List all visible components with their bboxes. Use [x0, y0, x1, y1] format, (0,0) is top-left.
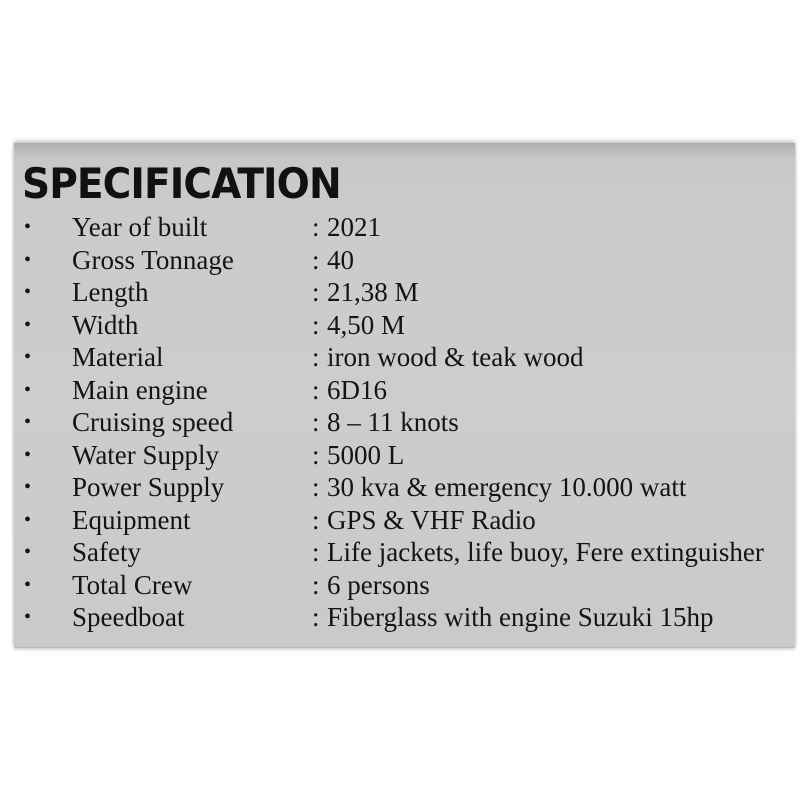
- spec-row: [14, 374, 795, 407]
- spec-separator: :: [312, 537, 320, 567]
- spec-value: 40: [327, 244, 354, 275]
- bullet-icon: •: [24, 573, 32, 596]
- spec-separator: :: [312, 374, 320, 405]
- spec-label: Length: [72, 277, 149, 307]
- spec-label: Gross Tonnage: [72, 244, 234, 275]
- spec-separator: :: [312, 309, 320, 340]
- spec-value: 6 persons: [327, 569, 430, 600]
- spec-value: 2021: [327, 212, 381, 242]
- spec-value: Fiberglass with engine Suzuki 15hp: [327, 602, 714, 632]
- spec-label: Cruising speed: [72, 407, 234, 437]
- bullet-icon: •: [24, 313, 32, 336]
- spec-separator: :: [312, 472, 320, 502]
- spec-row: [14, 439, 795, 472]
- panel-top-shadow: [14, 143, 795, 157]
- bullet-icon: •: [24, 541, 32, 563]
- spec-label: Material: [72, 342, 164, 372]
- spec-row: [14, 569, 795, 602]
- spec-label: Power Supply: [72, 472, 225, 502]
- spec-value: 6D16: [327, 374, 387, 405]
- spec-value: 21,38 M: [327, 277, 419, 307]
- spec-label: Total Crew: [72, 569, 193, 600]
- spec-row: [14, 341, 795, 374]
- bullet-icon: •: [24, 476, 32, 498]
- spec-row: [14, 276, 795, 309]
- specification-list: [14, 211, 795, 634]
- spec-label: Safety: [72, 537, 141, 567]
- spec-value: iron wood & teak wood: [327, 342, 584, 372]
- bullet-icon: •: [24, 411, 32, 433]
- spec-row: [14, 309, 795, 342]
- spec-label: Year of built: [72, 212, 208, 242]
- bullet-icon: •: [24, 346, 32, 368]
- spec-value: 30 kva & emergency 10.000 watt: [327, 472, 687, 502]
- spec-separator: :: [312, 244, 320, 275]
- spec-row: [14, 536, 795, 569]
- spec-label: Water Supply: [72, 439, 220, 470]
- spec-value: Life jackets, life buoy, Fere extinguisher: [327, 537, 764, 567]
- spec-separator: :: [312, 277, 320, 307]
- page-background: [0, 0, 800, 143]
- bullet-icon: •: [24, 508, 32, 531]
- spec-value: 5000 L: [327, 439, 405, 470]
- spec-label: Equipment: [72, 504, 191, 535]
- spec-label: Speedboat: [72, 602, 185, 632]
- bullet-icon: •: [24, 443, 32, 466]
- bullet-icon: •: [24, 606, 32, 628]
- spec-row: [14, 406, 795, 439]
- spec-row: [14, 244, 795, 277]
- spec-separator: :: [312, 407, 320, 437]
- spec-separator: :: [312, 212, 320, 242]
- spec-separator: :: [312, 569, 320, 600]
- bullet-icon: •: [24, 378, 32, 401]
- spec-separator: :: [312, 602, 320, 632]
- spec-value: 4,50 M: [327, 309, 406, 340]
- spec-row: [14, 601, 795, 634]
- specification-title: SPECIFICATION: [22, 159, 341, 208]
- spec-row: [14, 211, 795, 244]
- spec-value: GPS & VHF Radio: [327, 504, 536, 535]
- spec-separator: :: [312, 342, 320, 372]
- spec-label: Main engine: [72, 374, 208, 405]
- spec-row: [14, 471, 795, 504]
- spec-separator: :: [312, 439, 320, 470]
- spec-row: [14, 504, 795, 537]
- spec-label: Width: [72, 309, 139, 340]
- spec-value: 8 – 11 knots: [327, 407, 459, 437]
- bullet-icon: •: [24, 281, 32, 303]
- bullet-icon: •: [24, 216, 32, 238]
- spec-separator: :: [312, 504, 320, 535]
- specification-panel: [14, 143, 795, 648]
- bullet-icon: •: [24, 248, 32, 271]
